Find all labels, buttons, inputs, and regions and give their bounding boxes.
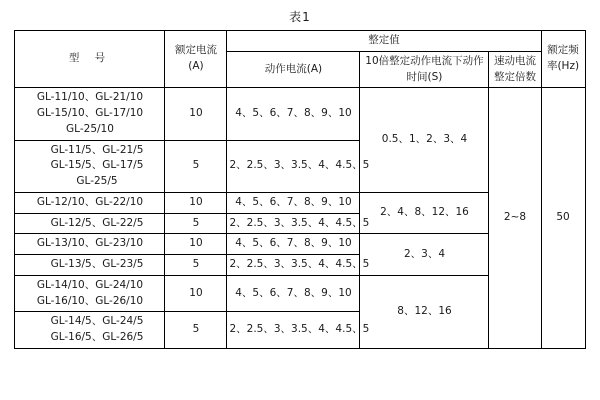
table-header-row-1: [15, 31, 585, 52]
action-current-cell: 2、2.5、3、3.5、4、4.5、5: [227, 140, 360, 192]
header-action-time: 10倍整定动作电流下动作时间(S): [360, 51, 489, 88]
model-line: GL-14/5、GL-24/5: [50, 315, 144, 328]
action-current-cell: 4、5、6、7、8、9、10: [227, 192, 360, 213]
table-caption: 表1: [289, 10, 311, 24]
action-current-cell: 2、2.5、3、3.5、4、4.5、5: [227, 255, 360, 276]
model-line: GL-15/5、GL-17/5: [50, 159, 144, 172]
model-cell: [15, 88, 165, 140]
model-line: GL-16/10、GL-26/10: [36, 294, 144, 307]
model-line: GL-25/10: [66, 122, 114, 135]
model-line: GL-15/10、GL-17/10: [36, 107, 144, 119]
model-cell: [15, 140, 165, 192]
model-cell: [15, 234, 165, 255]
model-cell: [15, 275, 165, 312]
header-rated-frequency: 额定频率(Hz): [541, 31, 585, 88]
rated-current-cell: 5: [165, 213, 227, 234]
speed-multiple-cell: 2~8: [489, 88, 541, 349]
model-cell: [15, 255, 165, 276]
rated-current-cell: 10: [165, 234, 227, 255]
rated-current-cell: 10: [165, 88, 227, 140]
header-rated-current: 额定电流(A): [165, 31, 227, 88]
action-current-cell: 2、2.5、3、3.5、4、4.5、5: [227, 213, 360, 234]
model-line: GL-16/5、GL-26/5: [50, 331, 144, 343]
model-line: GL-12/10、GL-22/10: [36, 195, 144, 208]
rated-current-cell: 5: [165, 312, 227, 349]
model-line: GL-11/10、GL-21/10: [36, 91, 144, 104]
action-current-cell: 4、5、6、7、8、9、10: [227, 275, 360, 312]
action-current-cell: 4、5、6、7、8、9、10: [227, 234, 360, 255]
header-speed-multiple: 速动电流整定倍数: [489, 51, 541, 88]
model-cell: [15, 192, 165, 213]
header-action-current: 动作电流(A): [227, 51, 360, 88]
model-cell: [15, 312, 165, 349]
model-cell: [15, 213, 165, 234]
rated-frequency-cell: 50: [541, 88, 585, 349]
model-line: GL-12/5、GL-22/5: [50, 216, 144, 229]
header-setting-value: 整定值: [227, 31, 541, 52]
specification-table: [14, 30, 585, 349]
action-time-cell: 0.5、1、2、3、4: [360, 88, 489, 193]
model-line: GL-14/10、GL-24/10: [36, 278, 144, 291]
rated-current-cell: 10: [165, 275, 227, 312]
model-line: GL-13/10、GL-23/10: [36, 237, 144, 250]
header-model: 型 号: [15, 31, 165, 88]
model-line: GL-11/5、GL-21/5: [50, 143, 144, 156]
table-row: [15, 88, 585, 140]
action-current-cell: 4、5、6、7、8、9、10: [227, 88, 360, 140]
action-time-cell: 2、4、8、12、16: [360, 192, 489, 234]
rated-current-cell: 10: [165, 192, 227, 213]
action-time-cell: 8、12、16: [360, 275, 489, 348]
action-current-cell: 2、2.5、3、3.5、4、4.5、5: [227, 312, 360, 349]
rated-current-cell: 5: [165, 255, 227, 276]
model-line: GL-25/5: [76, 175, 118, 187]
rated-current-cell: 5: [165, 140, 227, 192]
action-time-cell: 2、3、4: [360, 234, 489, 276]
model-line: GL-13/5、GL-23/5: [50, 258, 144, 270]
